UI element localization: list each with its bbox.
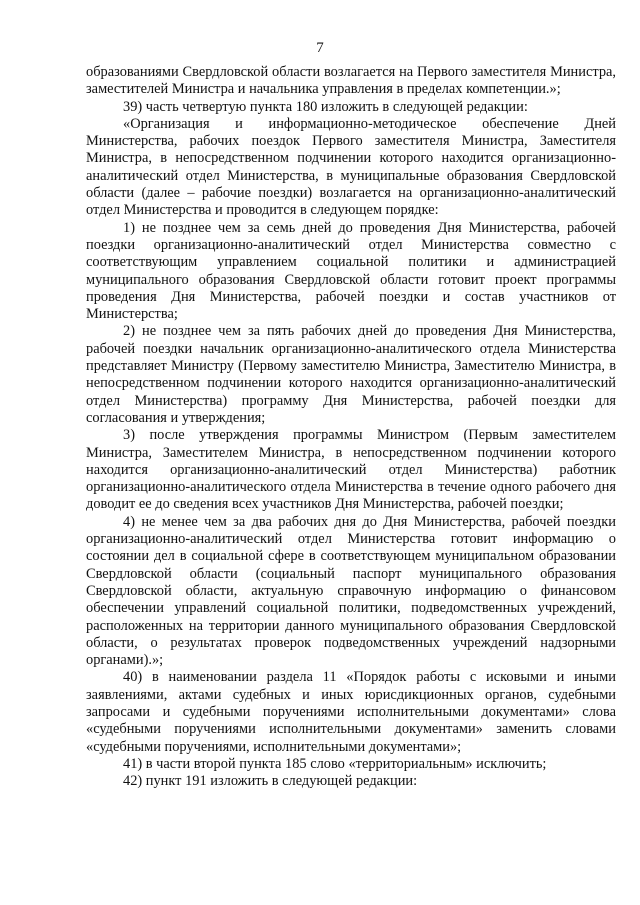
paragraph-item-40: 40) в наименовании раздела 11 «Порядок работы с исковыми и иными заявлениями, актами судебных и иных юрисдикционных органов, судебными запросами и судебными поручениями исполнительными документами» слова «судебными поручениями исполнительными документами» заменить словами «судебными поручениями, исполнительными документами»; <box>86 669 616 755</box>
paragraph-subitem-3: 3) после утверждения программы Министром (Первым заместителем Министра, Заместителем Министра, в непосредственном подчинении которого находится организационно-аналитический отдел Министерства) работник организационно-аналитического отдела Министерства в течение одного рабочего дня доводит ее до сведения всех участников Дня Министерства, рабочей поездки; <box>86 427 616 513</box>
paragraph-item-39: 39) часть четвертую пункта 180 изложить в следующей редакции: <box>123 98 528 115</box>
page-number: 7 <box>316 40 324 56</box>
paragraph-subitem-2: 2) не позднее чем за пять рабочих дней до проведения Дня Министерства, рабочей поездки начальник организационно-аналитического отдела Министерства представляет Министру (Первому заместителю Министра, Заместителю Министра, в непосредственном подчинении которого находится организационно-аналитический отдел Министерства) программу Дня Министерства, рабочей поездки для согласования и утверждения; <box>86 323 616 426</box>
paragraph-item-42: 42) пункт 191 изложить в следующей редакции: <box>123 773 418 790</box>
paragraph-subitem-1: 1) не позднее чем за семь дней до проведения Дня Министерства, рабочей поездки организационно-аналитический отдел Министерства совместно с соответствующим управлением социальной политики и администрацией муниципального образования Свердловской области готовит проект программы проведения Дня Министерства, рабочей поездки и состав участников от Министерства; <box>86 219 616 323</box>
paragraph-subitem-4: 4) не менее чем за два рабочих дня до Дня Министерства, рабочей поездки организационно-аналитический отдел Министерства готовит информацию о состоянии дел в социальной сфере в соответствующем муниципальном образовании Свердловской области (социальный паспорт муниципального образования Свердловской области, актуальную справочную информацию о финансовом обеспечении управлений социальной политики, подведомственных учреждений, расположенных на территории данного муниципального образования Свердловской области, о результатах проверок подведомственных учреждений надзорными органами).»; <box>86 513 616 669</box>
paragraph-quote-organization: «Организация и информационно-методическое обеспечение Дней Министерства, рабочих поездок Первого заместителя Министра, Заместителя Министра, в непосредственном подчинении которого находится организационно-аналитический отдел Министерства, в муниципальные образования Свердловской области (далее – рабочие поездки) возлагается на организационно-аналитический отдел Министерства и проводится в следующем порядке: <box>86 115 616 219</box>
paragraph-item-41: 41) в части второй пункта 185 слово «территориальным» исключить; <box>123 755 547 772</box>
document-body <box>86 64 616 790</box>
paragraph-continuation: образованиями Свердловской области возлагается на Первого заместителя Министра, заместителей Министра и начальника управления в пределах компетенции.»; <box>86 64 616 98</box>
